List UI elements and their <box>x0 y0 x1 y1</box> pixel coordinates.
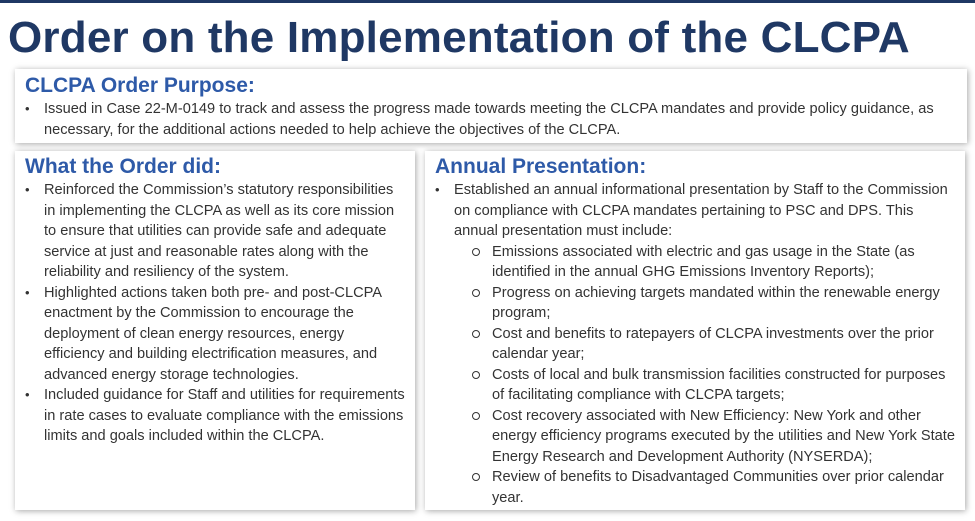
annual-sub-item <box>435 467 955 508</box>
annual-sub-item-text: Costs of local and bulk transmission facilities constructed for purposes of facilitating compliance with CLCPA targets; <box>492 366 946 403</box>
annual-sub-item <box>435 242 955 283</box>
order-did-panel <box>15 151 415 510</box>
order-did-bullet <box>25 180 405 283</box>
circle-bullet-icon <box>472 412 480 420</box>
annual-sub-item <box>435 324 955 365</box>
circle-bullet-icon <box>472 289 480 297</box>
annual-sub-item-text: Cost and benefits to ratepayers of CLCPA investments over the prior calendar year; <box>492 325 934 362</box>
purpose-bullet-text: Issued in Case 22-M-0149 to track and assess the progress made towards meeting the CLCPA mandates and provide policy guidance, as necessary, for the additional actions needed to help achieve the objectives of the CLCPA. <box>44 101 934 138</box>
annual-bullet <box>435 180 955 242</box>
annual-sub-item <box>435 365 955 406</box>
circle-bullet-icon <box>472 473 480 481</box>
order-did-bullet <box>25 385 405 447</box>
top-rule <box>0 0 975 3</box>
bullet-dot-icon: • <box>25 284 30 300</box>
annual-sub-item-text: Review of benefits to Disadvantaged Communities over prior calendar year. <box>492 469 944 506</box>
annual-bullet-text: Established an annual informational presentation by Staff to the Commission on compliance with CLCPA mandates pertaining to PSC and DPS. This annual presentation must include: <box>454 182 948 239</box>
annual-sub-item-text: Emissions associated with electric and gas usage in the State (as identified in the annual GHG Emissions Inventory Reports); <box>492 243 915 280</box>
annual-sub-item-text: Progress on achieving targets mandated within the renewable energy program; <box>492 284 940 321</box>
bullet-dot-icon: • <box>435 182 440 197</box>
order-did-bullet-text: Reinforced the Commission’s statutory responsibilities in implementing the CLCPA as well as its core mission to ensure that utilities can provide safe and adequate service at just and reasonable rates along with the reliability and resiliency of the system. <box>44 182 395 280</box>
annual-heading: Annual Presentation: <box>435 155 647 178</box>
circle-bullet-icon <box>472 371 480 379</box>
annual-presentation-panel <box>425 151 965 510</box>
order-did-bullet-text: Highlighted actions taken both pre- and post-CLCPA enactment by the Commission to encourage the deployment of clean energy resources, energy efficiency and building electrification measures, and advanced energy storage technologies. <box>44 284 382 383</box>
purpose-bullet <box>25 99 957 140</box>
annual-sub-item <box>435 406 955 468</box>
bullet-dot-icon: • <box>25 182 30 197</box>
bullet-dot-icon: • <box>25 101 30 116</box>
annual-sub-item <box>435 283 955 324</box>
order-did-heading: What the Order did: <box>25 155 221 178</box>
order-did-bullet-text: Included guidance for Staff and utilities for requirements in rate cases to evaluate compliance with the emissions limits and goals included within the CLCPA. <box>44 387 405 444</box>
bullet-dot-icon: • <box>25 387 30 402</box>
circle-bullet-icon <box>472 248 480 256</box>
slide-title: Order on the Implementation of the CLCPA <box>8 13 910 62</box>
circle-bullet-icon <box>472 330 480 338</box>
order-did-bullet <box>25 283 405 386</box>
annual-sub-item-text: Cost recovery associated with New Efficiency: New York and other energy efficiency programs executed by the utilities and New York State Energy Research and Development Authority (NYSERDA); <box>492 407 955 465</box>
purpose-heading: CLCPA Order Purpose: <box>25 74 255 97</box>
purpose-panel <box>15 69 967 143</box>
